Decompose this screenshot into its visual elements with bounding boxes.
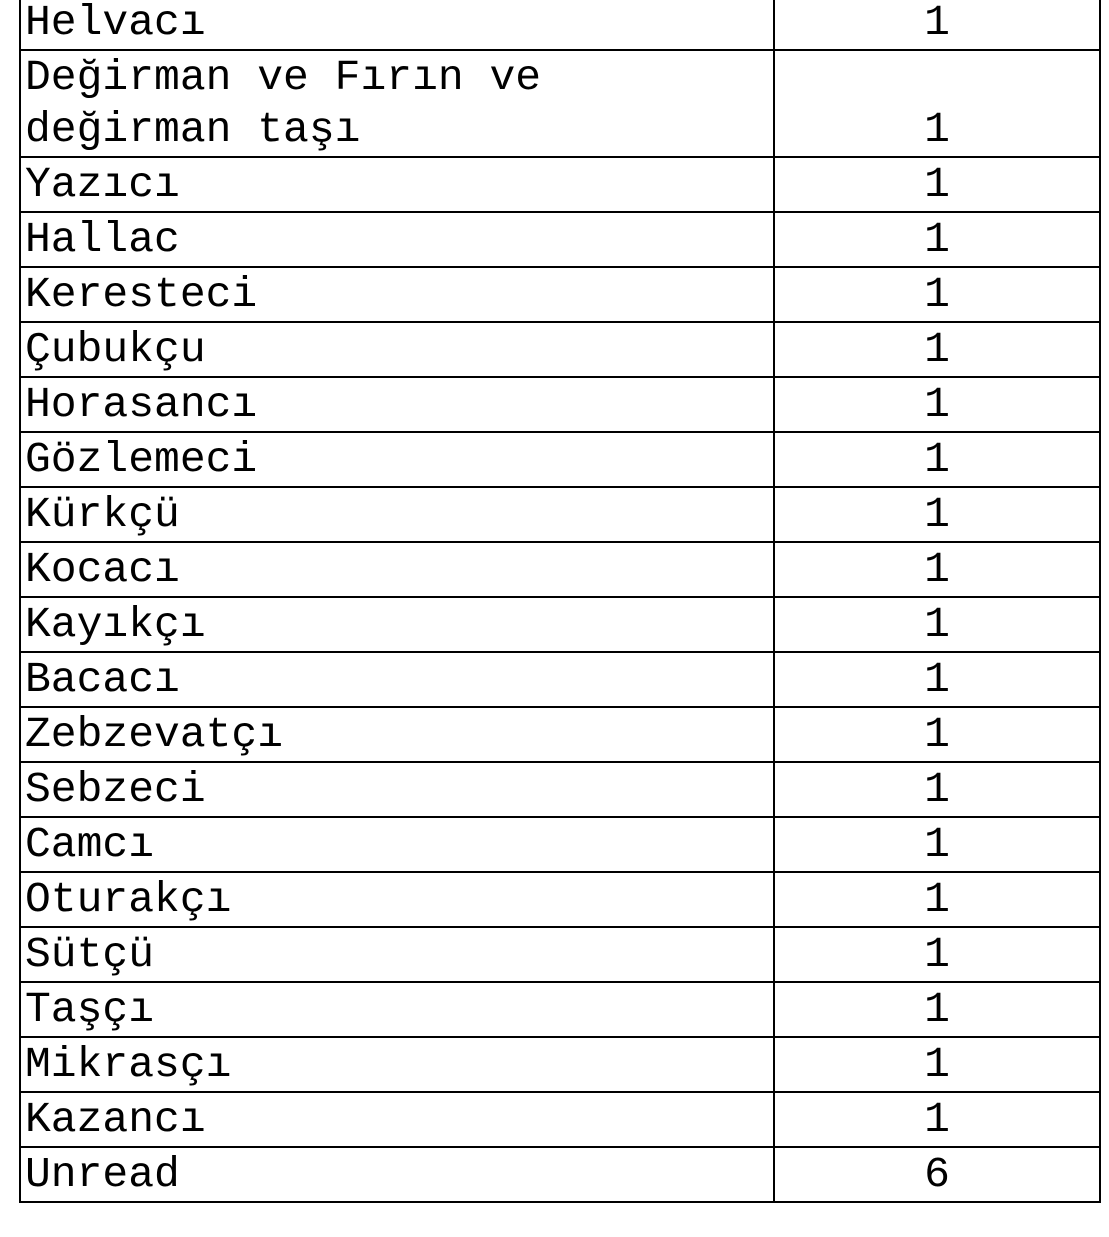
table-row xyxy=(20,1147,1100,1202)
table-row xyxy=(20,652,1100,707)
table-row xyxy=(20,377,1100,432)
occupation-name: Hallac xyxy=(20,212,774,267)
occupation-count: 1 xyxy=(774,542,1100,597)
occupation-name: Bacacı xyxy=(20,652,774,707)
table-row xyxy=(20,157,1100,212)
occupation-count: 1 xyxy=(774,982,1100,1037)
occupation-count: 1 xyxy=(774,377,1100,432)
occupation-count: 1 xyxy=(774,0,1100,50)
occupation-name: Değirman ve Fırın ve değirman taşı xyxy=(20,50,774,157)
table-row xyxy=(20,707,1100,762)
table-row xyxy=(20,762,1100,817)
occupation-name: Kazancı xyxy=(20,1092,774,1147)
table-row xyxy=(20,267,1100,322)
occupation-name: Çubukçu xyxy=(20,322,774,377)
occupation-name: Helvacı xyxy=(20,0,774,50)
occupation-name: Yazıcı xyxy=(20,157,774,212)
table-row xyxy=(20,542,1100,597)
unread-count: 6 xyxy=(774,1147,1100,1202)
occupation-name: Taşçı xyxy=(20,982,774,1037)
occupation-count: 1 xyxy=(774,1037,1100,1092)
occupation-count: 1 xyxy=(774,212,1100,267)
occupation-name: Gözlemeci xyxy=(20,432,774,487)
occupation-name: Keresteci xyxy=(20,267,774,322)
table-row xyxy=(20,927,1100,982)
table-row xyxy=(20,1092,1100,1147)
table-row xyxy=(20,872,1100,927)
occupation-count: 1 xyxy=(774,157,1100,212)
occupation-name: Sebzeci xyxy=(20,762,774,817)
occupation-count: 1 xyxy=(774,267,1100,322)
occupation-count: 1 xyxy=(774,817,1100,872)
occupation-count: 1 xyxy=(774,707,1100,762)
occupation-count: 1 xyxy=(774,927,1100,982)
unread-label: Unread xyxy=(20,1147,774,1202)
occupation-count: 1 xyxy=(774,872,1100,927)
occupation-name: Kürkçü xyxy=(20,487,774,542)
table-row xyxy=(20,817,1100,872)
occupation-name: Zebzevatçı xyxy=(20,707,774,762)
occupation-count: 1 xyxy=(774,50,1100,157)
table-row xyxy=(20,982,1100,1037)
occupation-count: 1 xyxy=(774,597,1100,652)
occupation-count: 1 xyxy=(774,1092,1100,1147)
occupation-name: Camcı xyxy=(20,817,774,872)
occupation-count-table xyxy=(19,0,1101,1203)
occupation-name: Kayıkçı xyxy=(20,597,774,652)
table-row xyxy=(20,487,1100,542)
occupation-count: 1 xyxy=(774,652,1100,707)
table-row xyxy=(20,597,1100,652)
occupation-count: 1 xyxy=(774,432,1100,487)
occupation-name: Mikrasçı xyxy=(20,1037,774,1092)
table-row xyxy=(20,432,1100,487)
table-row xyxy=(20,50,1100,157)
occupation-count: 1 xyxy=(774,762,1100,817)
table-row xyxy=(20,0,1100,50)
table-row xyxy=(20,212,1100,267)
occupation-name: Oturakçı xyxy=(20,872,774,927)
occupation-count: 1 xyxy=(774,322,1100,377)
occupation-name: Horasancı xyxy=(20,377,774,432)
occupation-name: Kocacı xyxy=(20,542,774,597)
table-row xyxy=(20,1037,1100,1092)
occupation-count: 1 xyxy=(774,487,1100,542)
occupation-name: Sütçü xyxy=(20,927,774,982)
table-row xyxy=(20,322,1100,377)
